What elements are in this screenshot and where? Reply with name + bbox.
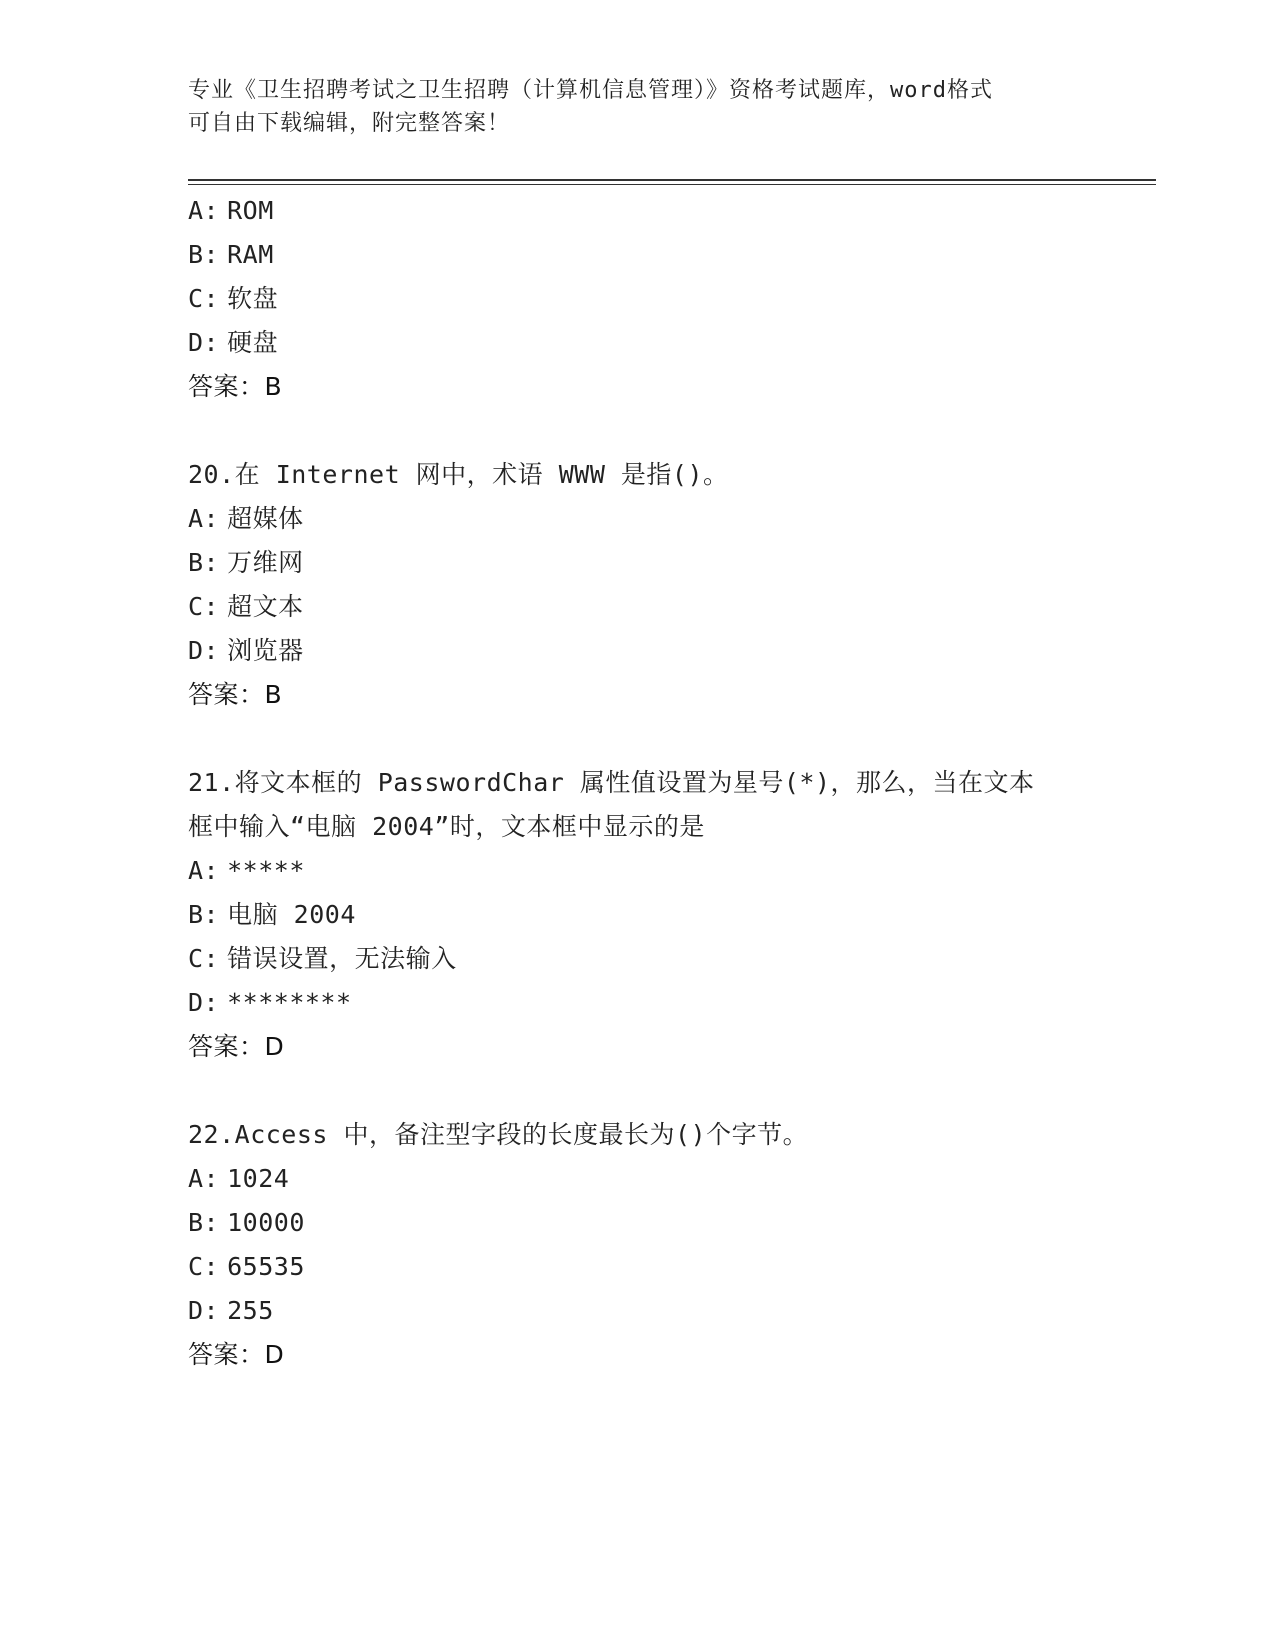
document-header <box>188 74 1088 140</box>
option-label: B: <box>188 548 220 577</box>
option-text: ROM <box>227 196 274 225</box>
question-21-stem-continued: 框中输入“电脑 2004”时，文本框中显示的是 <box>188 812 705 841</box>
option-c <box>188 944 457 974</box>
option-label: A: <box>188 504 220 533</box>
option-a <box>188 196 274 226</box>
question-number: 22. <box>188 1120 235 1149</box>
option-text: 65535 <box>227 1252 305 1281</box>
answer-line: 答案：B <box>188 680 283 709</box>
question-text: Access 中，备注型字段的长度最长为()个字节。 <box>234 1120 809 1149</box>
option-label: B: <box>188 1208 220 1237</box>
option-b <box>188 240 274 270</box>
option-text: 超媒体 <box>227 504 304 533</box>
option-d <box>188 328 278 358</box>
header-line-1: 专业《卫生招聘考试之卫生招聘（计算机信息管理）》资格考试题库，word格式 <box>188 78 993 103</box>
option-label: A: <box>188 1164 220 1193</box>
option-text: 255 <box>227 1296 274 1325</box>
option-label: D: <box>188 636 220 665</box>
header-divider-thick <box>188 179 1156 181</box>
header-divider-thin <box>188 184 1156 185</box>
option-d <box>188 1296 274 1326</box>
option-label: C: <box>188 944 220 973</box>
option-label: C: <box>188 1252 220 1281</box>
option-text: 10000 <box>227 1208 305 1237</box>
option-text: 1024 <box>227 1164 290 1193</box>
answer-line: 答案：B <box>188 372 283 401</box>
answer-line: 答案：D <box>188 1340 285 1369</box>
option-b <box>188 900 356 930</box>
option-a <box>188 1164 289 1194</box>
option-label: C: <box>188 284 220 313</box>
option-text: 浏览器 <box>227 636 304 665</box>
option-c <box>188 284 278 314</box>
option-label: D: <box>188 988 220 1017</box>
option-text: 硬盘 <box>227 328 279 357</box>
option-label: D: <box>188 1296 220 1325</box>
option-b <box>188 1208 305 1238</box>
option-text: ******** <box>227 988 352 1017</box>
option-text: 软盘 <box>227 284 279 313</box>
option-d <box>188 636 304 666</box>
header-line-2: 可自由下载编辑，附完整答案！ <box>188 111 511 136</box>
option-label: A: <box>188 196 220 225</box>
option-text: 错误设置，无法输入 <box>227 944 457 973</box>
option-a <box>188 504 304 534</box>
question-20-stem <box>188 460 729 490</box>
option-text: 万维网 <box>227 548 304 577</box>
question-text: 在 Internet 网中，术语 WWW 是指()。 <box>234 460 729 489</box>
option-label: B: <box>188 900 220 929</box>
option-b <box>188 548 304 578</box>
option-a <box>188 856 305 886</box>
question-21-stem <box>188 768 1035 798</box>
option-text: ***** <box>227 856 305 885</box>
answer-line: 答案：D <box>188 1032 285 1061</box>
option-text: 电脑 2004 <box>227 900 356 929</box>
question-22-stem <box>188 1120 808 1150</box>
option-label: D: <box>188 328 220 357</box>
option-label: C: <box>188 592 220 621</box>
option-label: B: <box>188 240 220 269</box>
question-number: 20. <box>188 460 235 489</box>
question-text: 将文本框的 PasswordChar 属性值设置为星号(*)，那么，当在文本 <box>234 768 1035 797</box>
option-text: RAM <box>227 240 274 269</box>
option-label: A: <box>188 856 220 885</box>
option-c <box>188 592 304 622</box>
question-number: 21. <box>188 768 235 797</box>
option-d <box>188 988 352 1018</box>
option-text: 超文本 <box>227 592 304 621</box>
option-c <box>188 1252 305 1282</box>
